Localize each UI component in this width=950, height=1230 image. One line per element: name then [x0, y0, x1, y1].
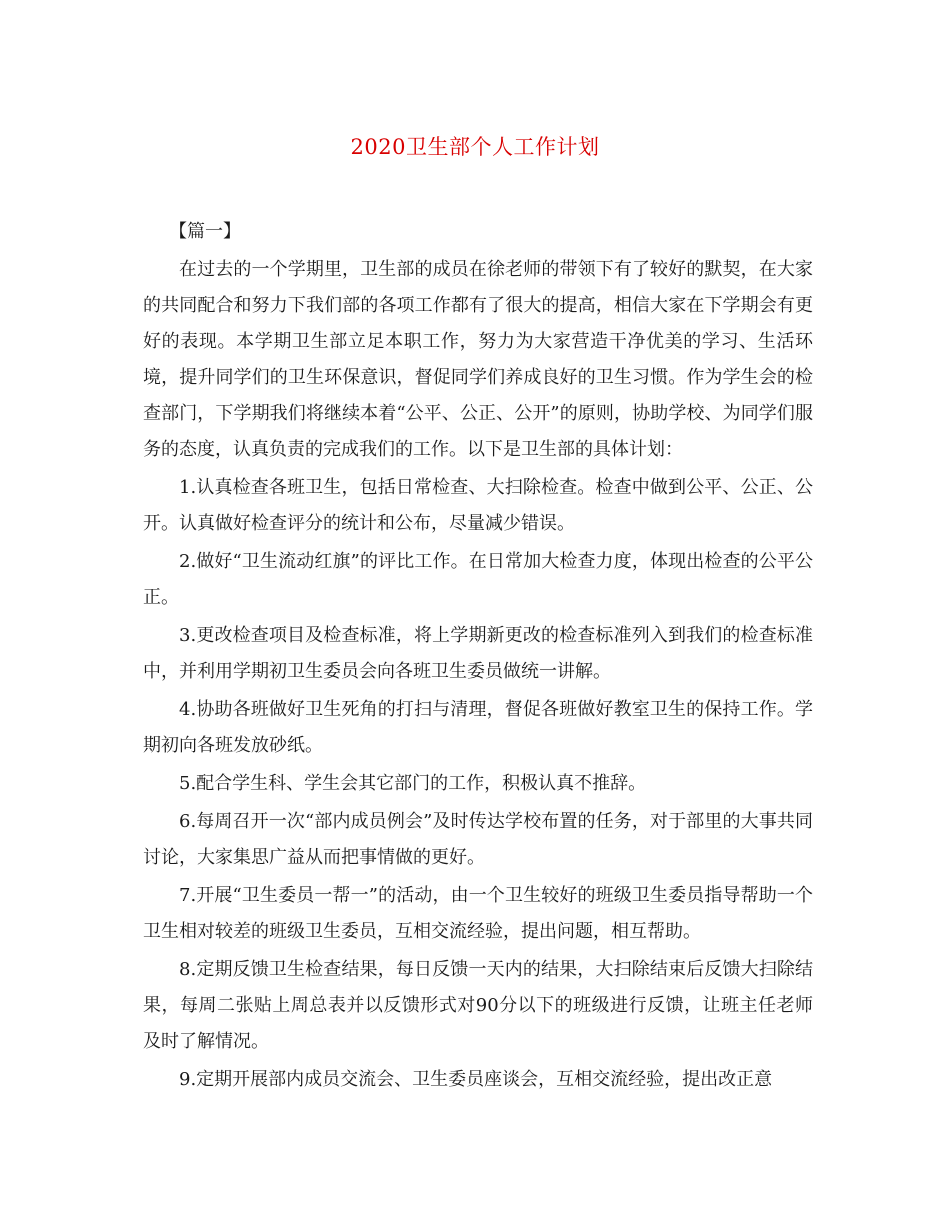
plan-item-7: 7.开展“卫生委员一帮一”的活动，由一个卫生较好的班级卫生委员指导帮助一个卫生相对较差的班级卫生委员，互相交流经验，提出问题，相互帮助。: [143, 885, 813, 942]
section-label: 【篇一】: [169, 221, 241, 242]
plan-item-4: 4.协助各班做好卫生死角的打扫与清理，督促各班做好教室卫生的保持工作。学期初向各班发放砂纸。: [143, 699, 813, 756]
intro-paragraph: 在过去的一个学期里，卫生部的成员在徐老师的带领下有了较好的默契，在大家的共同配合和努力下我们部的各项工作都有了很大的提高，相信大家在下学期会有更好的表现。本学期卫生部立足本职工作，努力为大家营造干净优美的学习、生活环境，提升同学们的卫生环保意识，督促同学们养成良好的卫生习惯。作为学生会的检查部门，下学期我们将继续本着“公平、公正、公开”的原则，协助学校、为同学们服务的态度，认真负责的完成我们的工作。以下是卫生部的具体计划：: [143, 259, 813, 460]
plan-item-5: 5.配合学生科、学生会其它部门的工作，积极认真不推辞。: [179, 773, 647, 794]
plan-item-6: 6.每周召开一次“部内成员例会”及时传达学校布置的任务，对于部里的大事共同讨论，大家集思广益从而把事情做的更好。: [143, 811, 813, 868]
document-body: [143, 214, 813, 1098]
document-title: 2020卫生部个人工作计划: [350, 135, 600, 159]
plan-item-9: 9.定期开展部内成员交流会、卫生委员座谈会，互相交流经验，提出改正意: [179, 1069, 773, 1090]
plan-item-2: 2.做好“卫生流动红旗”的评比工作。在日常加大检查力度，体现出检查的公平公正。: [143, 551, 813, 608]
plan-item-3: 3.更改检查项目及检查标准，将上学期新更改的检查标准列入到我们的检查标准中，并利用学期初卫生委员会向各班卫生委员做统一讲解。: [143, 625, 813, 682]
plan-item-8: 8.定期反馈卫生检查结果，每日反馈一天内的结果，大扫除结束后反馈大扫除结果，每周二张贴上周总表并以反馈形式对90分以下的班级进行反馈，让班主任老师及时了解情况。: [143, 959, 813, 1052]
plan-item-1: 1.认真检查各班卫生，包括日常检查、大扫除检查。检查中做到公平、公正、公开。认真做好检查评分的统计和公布，尽量减少错误。: [143, 477, 813, 534]
